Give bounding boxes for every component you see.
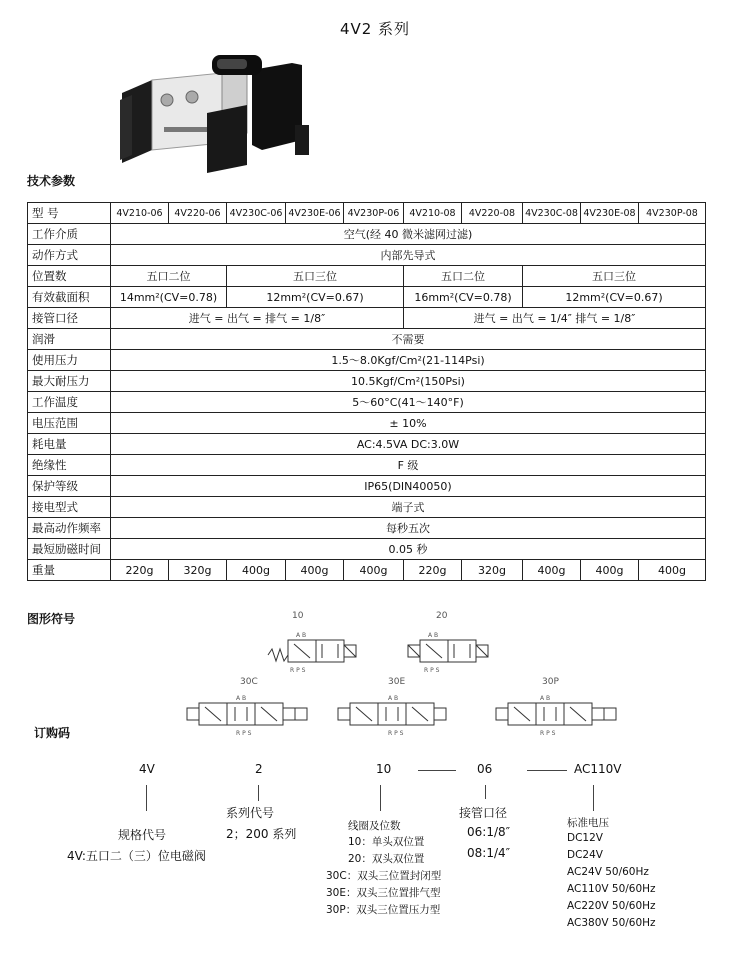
row-value: 五口三位 (227, 266, 404, 287)
order-code-series-prefix: 4V (139, 762, 155, 776)
weight-cell: 400g (523, 560, 581, 581)
row-value: 端子式 (111, 497, 706, 518)
connector-line (258, 785, 259, 801)
row-value: 五口二位 (404, 266, 523, 287)
row-label: 最高动作频率 (28, 518, 111, 539)
table-row-port (28, 308, 706, 329)
voltage-item: AC110V 50/60Hz (567, 883, 656, 895)
spec-code-desc: 4V:五口二（三）位电磁阀 (67, 849, 206, 863)
symbol-label-30c: 30C (240, 677, 258, 687)
voltage-item: AC220V 50/60Hz (567, 900, 656, 912)
coil-item: 30C：双头三位置封闭型 (326, 870, 442, 882)
row-value: 进气 = 出气 = 排气 = 1/8″ (111, 308, 404, 329)
weight-cell: 320g (169, 560, 227, 581)
spec-code-title: 规格代号 (118, 828, 167, 842)
model-cell: 4V230C-08 (523, 203, 581, 224)
symbol-label-30p: 30P (542, 677, 559, 687)
table-row-action (28, 245, 706, 266)
table-row-positions (28, 266, 706, 287)
port-item: 06:1/8″ (467, 825, 511, 839)
row-value: F 级 (111, 455, 706, 476)
spec-table (27, 202, 706, 581)
row-label: 动作方式 (28, 245, 111, 266)
row-label: 工作温度 (28, 392, 111, 413)
port-title: 接管口径 (459, 806, 508, 820)
port-label-ab: A B (296, 632, 307, 639)
row-label: 最短励磁时间 (28, 539, 111, 560)
voltage-title: 标准电压 (567, 817, 609, 829)
coil-item: 20：双头双位置 (348, 853, 425, 865)
table-row-proof (28, 371, 706, 392)
symbol-label-10: 10 (292, 611, 304, 621)
row-value: 每秒五次 (111, 518, 706, 539)
coil-title: 线圈及位数 (348, 820, 401, 832)
voltage-item: AC380V 50/60Hz (567, 917, 656, 929)
row-value: ± 10% (111, 413, 706, 434)
port-item: 08:1/4″ (467, 846, 511, 860)
table-row-temp (28, 392, 706, 413)
row-label: 有效截面积 (28, 287, 111, 308)
model-cell: 4V230E-06 (286, 203, 344, 224)
model-cell: 4V210-06 (111, 203, 169, 224)
table-row-weight (28, 560, 706, 581)
row-label: 保护等级 (28, 476, 111, 497)
separator-dash (527, 770, 567, 771)
order-code-series: 2 (255, 762, 263, 776)
model-cell: 4V230P-06 (344, 203, 404, 224)
separator-dash (418, 770, 456, 771)
port-label-ab: A B (428, 632, 439, 639)
table-row-freq (28, 518, 706, 539)
row-label: 电压范围 (28, 413, 111, 434)
row-value: 16mm²(CV=0.78) (404, 287, 523, 308)
weight-cell: 400g (344, 560, 404, 581)
row-label: 使用压力 (28, 350, 111, 371)
row-value: 不需要 (111, 329, 706, 350)
voltage-item: DC12V (567, 832, 603, 844)
port-label-ab: A B (388, 695, 399, 702)
row-value: 0.05 秒 (111, 539, 706, 560)
model-cell: 4V230E-08 (581, 203, 639, 224)
coil-item: 30P：双头三位置压力型 (326, 904, 441, 916)
row-value: 10.5Kgf/Cm²(150Psi) (111, 371, 706, 392)
order-code-coil: 10 (376, 762, 392, 776)
weight-cell: 400g (286, 560, 344, 581)
port-label-ab: A B (540, 695, 551, 702)
port-label-rps: R P S (424, 667, 440, 674)
model-cell: 4V230P-08 (639, 203, 706, 224)
row-value: 14mm²(CV=0.78) (111, 287, 227, 308)
port-label-rps: R P S (290, 667, 306, 674)
weight-cell: 400g (581, 560, 639, 581)
table-row-power (28, 434, 706, 455)
row-value: 12mm²(CV=0.67) (523, 287, 706, 308)
row-label: 接电型式 (28, 497, 111, 518)
row-value: 12mm²(CV=0.67) (227, 287, 404, 308)
order-code-voltage: AC110V (574, 762, 622, 776)
table-row-insulation (28, 455, 706, 476)
connector-line (380, 785, 381, 811)
port-label-rps: R P S (236, 730, 252, 737)
port-label-rps: R P S (540, 730, 556, 737)
series-code-desc: 2；200 系列 (226, 827, 297, 841)
weight-cell: 320g (462, 560, 523, 581)
table-row-model (28, 203, 706, 224)
row-value: 进气 = 出气 = 1/4″ 排气 = 1/8″ (404, 308, 706, 329)
coil-item: 30E：双头三位置排气型 (326, 887, 441, 899)
pneumatic-symbols (0, 600, 750, 745)
row-label: 耗电量 (28, 434, 111, 455)
row-label: 润滑 (28, 329, 111, 350)
series-code-title: 系列代号 (226, 806, 275, 820)
row-label: 绝缘性 (28, 455, 111, 476)
row-value: 5～60°C(41～140°F) (111, 392, 706, 413)
row-value: AC:4.5VA DC:3.0W (111, 434, 706, 455)
weight-cell: 400g (227, 560, 286, 581)
table-row-wiring (28, 497, 706, 518)
order-code-port: 06 (477, 762, 493, 776)
row-label: 位置数 (28, 266, 111, 287)
row-label: 最大耐压力 (28, 371, 111, 392)
row-label: 型 号 (28, 203, 111, 224)
connector-line (146, 785, 147, 811)
row-label: 重量 (28, 560, 111, 581)
table-row-area (28, 287, 706, 308)
order-code-heading: 订购码 (34, 726, 71, 740)
page-title: 4V2 系列 (339, 20, 411, 38)
row-value: 1.5～8.0Kgf/Cm²(21-114Psi) (111, 350, 706, 371)
symbol-label-30e: 30E (388, 677, 406, 687)
symbol-heading: 图形符号 (27, 612, 76, 626)
table-row-voltage (28, 413, 706, 434)
row-label: 接管口径 (28, 308, 111, 329)
connector-line (485, 785, 486, 799)
voltage-item: AC24V 50/60Hz (567, 866, 649, 878)
connector-line (593, 785, 594, 811)
table-row-pressure (28, 350, 706, 371)
weight-cell: 220g (111, 560, 169, 581)
row-label: 工作介质 (28, 224, 111, 245)
row-value: 内部先导式 (111, 245, 706, 266)
model-cell: 4V230C-06 (227, 203, 286, 224)
table-row-lube (28, 329, 706, 350)
row-value: IP65(DIN40050) (111, 476, 706, 497)
table-row-medium (28, 224, 706, 245)
weight-cell: 220g (404, 560, 462, 581)
voltage-item: DC24V (567, 849, 603, 861)
tech-params-heading: 技术参数 (27, 174, 76, 188)
valve-product-image (112, 55, 312, 175)
port-label-rps: R P S (388, 730, 404, 737)
weight-cell: 400g (639, 560, 706, 581)
model-cell: 4V210-08 (404, 203, 462, 224)
table-row-excite (28, 539, 706, 560)
model-cell: 4V220-08 (462, 203, 523, 224)
coil-item: 10：单头双位置 (348, 836, 425, 848)
port-label-ab: A B (236, 695, 247, 702)
row-value: 五口二位 (111, 266, 227, 287)
symbol-label-20: 20 (436, 611, 448, 621)
table-row-protection (28, 476, 706, 497)
row-value: 五口三位 (523, 266, 706, 287)
row-value: 空气(经 40 微米滤网过滤) (111, 224, 706, 245)
model-cell: 4V220-06 (169, 203, 227, 224)
